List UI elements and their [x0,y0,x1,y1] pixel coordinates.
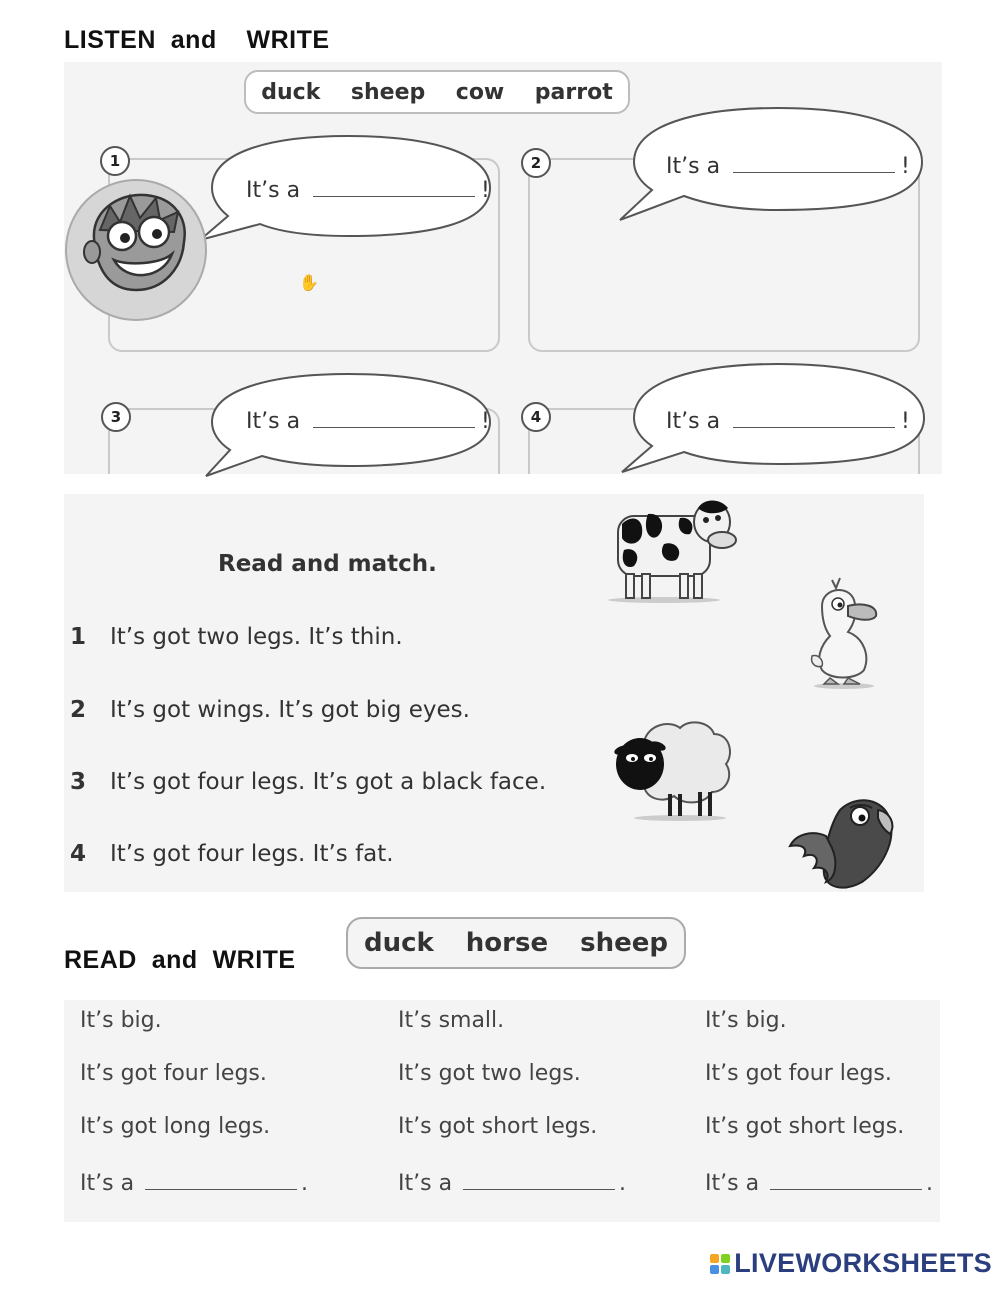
clue-line: It’s got long legs. [80,1114,271,1139]
clue-line: It’s got short legs. [398,1114,598,1139]
read-write-column-1 [80,1008,308,1220]
answer-line: It’s a . [398,1167,626,1220]
answer-line: It’s a . [705,1167,933,1220]
hand-cursor-icon: ✋ [299,273,319,292]
answer-blank[interactable] [733,405,895,428]
brand-name: LIVEWORKSHEETS [734,1248,992,1278]
listen-item-number: 2 [521,148,551,178]
listen-answer-line-3: It’s a ! [246,405,490,434]
read-write-column-2 [398,1008,626,1220]
answer-line: It’s a . [80,1167,308,1220]
liveworksheets-brand[interactable] [710,1248,992,1279]
clue-line: It’s big. [80,1008,162,1033]
listen-answer-line-4: It’s a ! [666,405,910,434]
listen-item-number: 1 [100,146,130,176]
answer-blank[interactable] [463,1167,615,1190]
cow-icon[interactable] [604,494,740,610]
clue-line: It’s small. [398,1008,505,1033]
answer-blank[interactable] [313,174,475,197]
read-write-word-bank [346,917,686,969]
clue-line: It’s got short legs. [705,1114,905,1139]
sheep-icon[interactable] [610,714,736,824]
match-item: 1 It’s got two legs. It’s thin. [70,624,403,650]
listen-answer-line-1: It’s a ! [246,174,490,203]
boy-face-icon [64,178,210,324]
answer-blank[interactable] [313,405,475,428]
listen-answer-line-2: It’s a ! [666,150,910,179]
word-bank-item: horse [465,928,549,958]
word-bank-item: parrot [534,79,613,105]
liveworksheets-logo-icon [710,1254,730,1274]
word-bank-item: duck [363,928,434,958]
word-bank-item: cow [455,79,505,105]
clue-line: It’s got four legs. [705,1061,892,1086]
match-title: Read and match. [218,551,437,577]
parrot-icon[interactable] [786,790,896,892]
answer-blank[interactable] [733,150,895,173]
clue-line: It’s got four legs. [80,1061,267,1086]
answer-blank[interactable] [770,1167,922,1190]
read-write-section-title: READ and WRITE [64,946,296,974]
duck-icon[interactable] [808,576,882,692]
clue-line: It’s got two legs. [398,1061,581,1086]
listen-item-number: 3 [101,402,131,432]
match-item: 3 It’s got four legs. It’s got a black face. [70,769,547,795]
listen-word-bank [244,70,630,114]
listen-section-title: LISTEN and WRITE [64,26,330,54]
clue-line: It’s big. [705,1008,787,1033]
answer-blank[interactable] [145,1167,297,1190]
word-bank-item: sheep [350,79,426,105]
word-bank-item: sheep [580,928,668,958]
read-write-column-3 [705,1008,933,1220]
listen-item-number: 4 [521,402,551,432]
word-bank-item: duck [261,79,321,105]
match-item: 2 It’s got wings. It’s got big eyes. [70,697,470,723]
match-item: 4 It’s got four legs. It’s fat. [70,841,394,867]
